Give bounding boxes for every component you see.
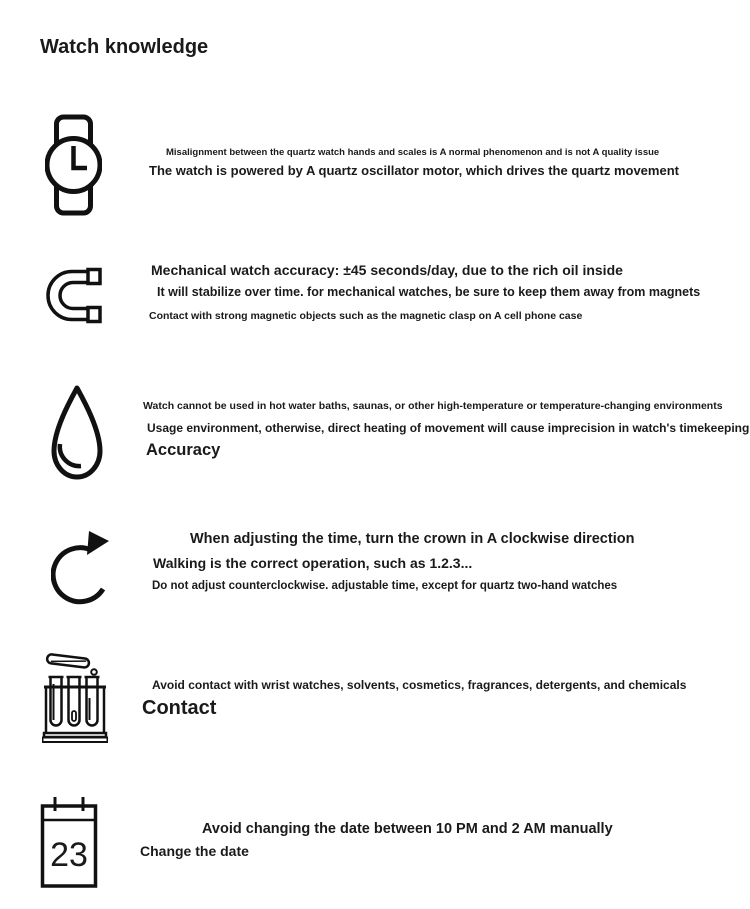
section-text-line: When adjusting the time, turn the crown in A clockwise direction	[190, 531, 635, 547]
calendar-icon	[40, 794, 98, 888]
water-drop-icon	[50, 384, 104, 484]
section-text-line: Watch cannot be used in hot water baths, saunas, or other high-temperature or temperature-changing environments	[143, 400, 723, 412]
test-tubes-icon	[42, 651, 108, 745]
water-drop-icon	[50, 384, 104, 484]
section-heading: Contact	[142, 697, 217, 719]
watch-icon	[45, 114, 102, 216]
section-text-line: Misalignment between the quartz watch hands and scales is A normal phenomenon and is not A quality issue	[166, 147, 660, 158]
test-tubes-icon	[42, 651, 108, 745]
section-text-line: The watch is powered by A quartz oscillator motor, which drives the quartz movement	[149, 163, 679, 178]
calendar-icon	[40, 794, 98, 888]
watch-icon	[45, 114, 102, 216]
section-text-line: Usage environment, otherwise, direct heating of movement will cause imprecision in watch's timekeeping	[147, 421, 750, 435]
section-text-line: Walking is the correct operation, such as 1.2.3...	[153, 555, 473, 571]
section-text-line: Do not adjust counterclockwise. adjustable time, except for quartz two-hand watches	[152, 580, 618, 592]
section-heading: Accuracy	[146, 441, 221, 459]
section-text-line: Avoid contact with wrist watches, solvents, cosmetics, fragrances, detergents, and chemicals	[152, 678, 687, 692]
section-text-line: Contact with strong magnetic objects such as the magnetic clasp on A cell phone case	[149, 310, 583, 322]
section-text-line: Mechanical watch accuracy: ±45 seconds/day, due to the rich oil inside	[151, 262, 623, 278]
magnet-icon	[45, 267, 103, 324]
page-title: Watch knowledge	[40, 36, 209, 58]
rotate-clockwise-icon	[51, 529, 113, 611]
rotate-clockwise-icon	[51, 529, 113, 611]
section-text-line: Change the date	[140, 843, 249, 859]
section-text-line: Avoid changing the date between 10 PM and 2 AM manually	[202, 821, 613, 837]
magnet-icon	[45, 267, 103, 324]
calendar-day-number: 23	[50, 836, 88, 874]
section-text-line: It will stabilize over time. for mechanical watches, be sure to keep them away from magnets	[157, 285, 701, 299]
